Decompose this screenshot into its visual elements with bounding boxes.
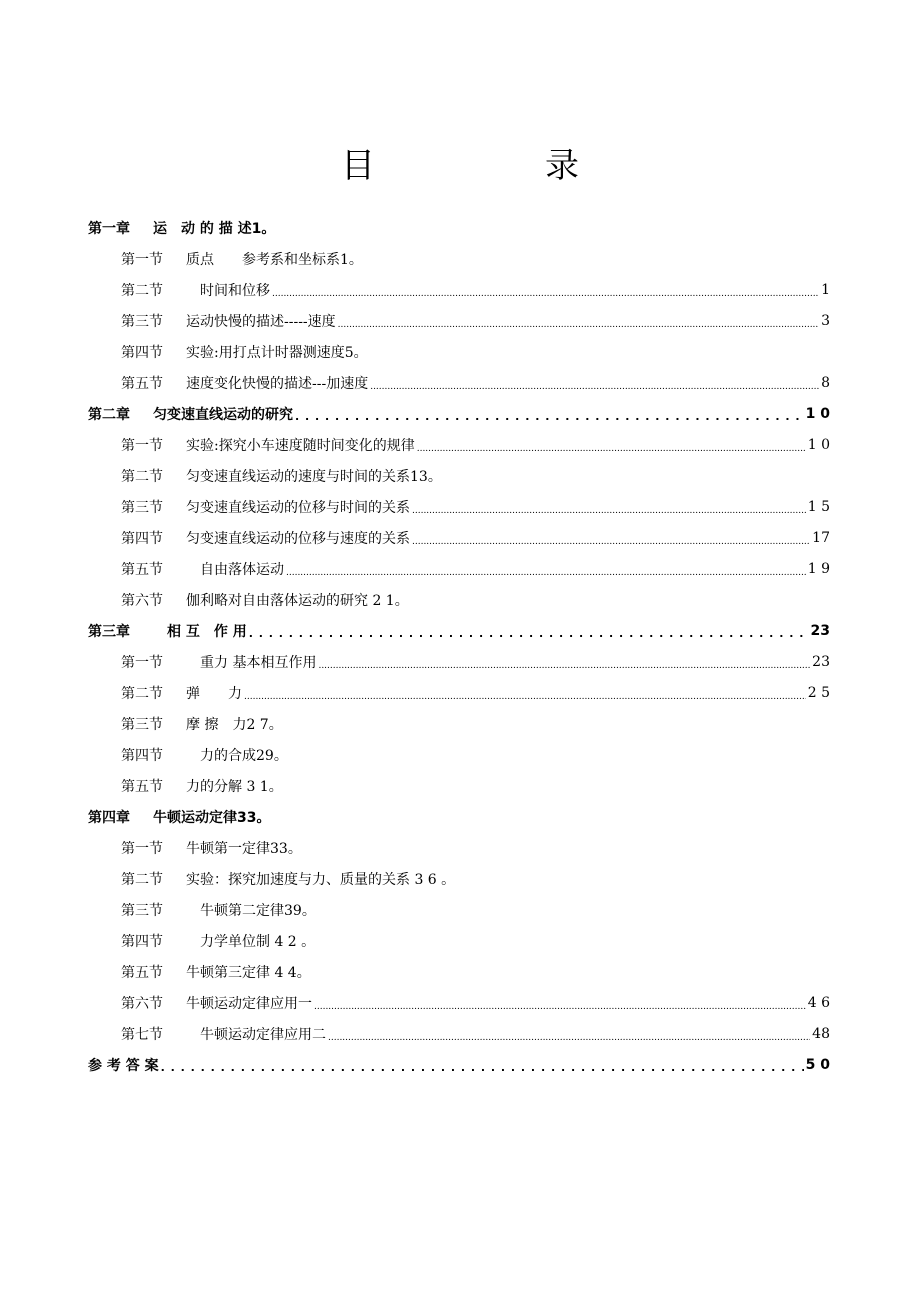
toc-chapter-entry[interactable] — [88, 212, 830, 243]
page-number: 8 — [821, 374, 830, 391]
dot-leader — [417, 438, 806, 452]
toc-section-entry[interactable] — [88, 677, 830, 708]
dot-leader — [249, 624, 809, 638]
entry-title: 摩 擦 力2 7。 — [186, 716, 283, 733]
dot-leader — [412, 500, 806, 514]
entry-title: 牛顿第二定律39。 — [186, 902, 316, 919]
entry-label: 第三章 — [88, 623, 130, 640]
entry-label: 第五节 — [121, 561, 163, 578]
page-number: 17 — [812, 529, 830, 546]
entry-title: 重力 基本相互作用 — [186, 654, 317, 671]
toc-section-entry[interactable] — [88, 460, 830, 491]
page-title: 目录 — [341, 146, 749, 186]
entry-label: 第三节 — [121, 716, 163, 733]
entry-label: 第一节 — [121, 654, 163, 671]
toc-chapter-entry[interactable] — [88, 801, 830, 832]
entry-title: 牛顿运动定律应用一 — [186, 995, 312, 1012]
entry-label: 第七节 — [121, 1026, 163, 1043]
toc-section-entry[interactable] — [88, 956, 830, 987]
page-number: 48 — [812, 1025, 830, 1042]
toc-section-entry[interactable] — [88, 646, 830, 677]
page-number: 2 5 — [807, 684, 830, 701]
entry-title: 实验：探究加速度与力、质量的关系 3 6 。 — [186, 871, 456, 888]
page-number: 1 — [821, 281, 830, 298]
page-number: 1 5 — [807, 498, 830, 515]
page-number: 23 — [810, 622, 830, 639]
entry-label: 第五节 — [121, 778, 163, 795]
dot-leader — [412, 531, 810, 545]
entry-title: 自由落体运动 — [186, 561, 284, 578]
dot-leader — [338, 314, 819, 328]
toc-section-entry[interactable] — [88, 832, 830, 863]
entry-title: 牛顿第三定律 4 4。 — [186, 964, 311, 981]
entry-label: 第三节 — [121, 902, 163, 919]
toc-section-entry[interactable] — [88, 553, 830, 584]
dot-leader — [161, 1058, 804, 1072]
entry-title: 牛顿第一定律33。 — [186, 840, 302, 857]
entry-title: 力的分解 3 1。 — [186, 778, 283, 795]
entry-title: 伽利略对自由落体运动的研究 2 1。 — [186, 592, 409, 609]
entry-label: 第四节 — [121, 933, 163, 950]
entry-title: 匀变速直线运动的速度与时间的关系13。 — [186, 468, 442, 485]
entry-label: 参 考 答 案 — [88, 1057, 159, 1074]
entry-title: 力学单位制 4 2 。 — [186, 933, 316, 950]
page-number: 1 0 — [807, 436, 830, 453]
entry-title: 匀变速直线运动的研究 — [153, 406, 293, 423]
toc-section-entry[interactable] — [88, 243, 830, 274]
dot-leader — [328, 1027, 810, 1041]
page-number: 4 6 — [807, 994, 830, 1011]
entry-label: 第六节 — [121, 995, 163, 1012]
toc-section-entry[interactable] — [88, 305, 830, 336]
table-of-contents — [88, 212, 830, 1080]
entry-title: 质点 参考系和坐标系1。 — [186, 251, 363, 268]
entry-title: 匀变速直线运动的位移与速度的关系 — [186, 530, 410, 547]
entry-label: 第四节 — [121, 344, 163, 361]
toc-section-entry[interactable] — [88, 522, 830, 553]
entry-title: 时间和位移 — [186, 282, 270, 299]
entry-label: 第六节 — [121, 592, 163, 609]
dot-leader — [370, 376, 819, 390]
page-number: 1 0 — [805, 405, 830, 422]
entry-label: 第二章 — [88, 406, 130, 423]
entry-title: 运 动 的 描 述1。 — [153, 220, 276, 237]
page-number: 3 — [821, 312, 830, 329]
dot-leader — [286, 562, 806, 576]
entry-label: 第二节 — [121, 685, 163, 702]
entry-label: 第四节 — [121, 530, 163, 547]
entry-label: 第三节 — [121, 499, 163, 516]
entry-label: 第五节 — [121, 375, 163, 392]
entry-title: 牛顿运动定律应用二 — [186, 1026, 326, 1043]
toc-section-entry[interactable] — [88, 863, 830, 894]
dot-leader — [244, 686, 806, 700]
entry-title: 运动快慢的描述-----速度 — [186, 313, 336, 330]
entry-title: 匀变速直线运动的位移与时间的关系 — [186, 499, 410, 516]
entry-label: 第二节 — [121, 871, 163, 888]
toc-section-entry[interactable] — [88, 491, 830, 522]
entry-title: 牛顿运动定律33。 — [153, 809, 271, 826]
toc-section-entry[interactable] — [88, 925, 830, 956]
page-number: 5 0 — [805, 1056, 830, 1073]
entry-label: 第五节 — [121, 964, 163, 981]
toc-section-entry[interactable] — [88, 770, 830, 801]
entry-label: 第四章 — [88, 809, 130, 826]
dot-leader — [295, 407, 804, 421]
toc-section-entry[interactable] — [88, 584, 830, 615]
toc-section-entry[interactable] — [88, 429, 830, 460]
toc-section-entry[interactable] — [88, 367, 830, 398]
toc-chapter-entry[interactable] — [88, 1049, 830, 1080]
entry-title: 速度变化快慢的描述---加速度 — [186, 375, 369, 392]
entry-title: 实验:用打点计时器测速度5。 — [186, 344, 368, 361]
toc-section-entry[interactable] — [88, 894, 830, 925]
toc-section-entry[interactable] — [88, 336, 830, 367]
entry-label: 第一章 — [88, 220, 130, 237]
dot-leader — [272, 283, 819, 297]
entry-label: 第一节 — [121, 251, 163, 268]
toc-section-entry[interactable] — [88, 1018, 830, 1049]
toc-chapter-entry[interactable] — [88, 398, 830, 429]
toc-section-entry[interactable] — [88, 987, 830, 1018]
entry-title: 力的合成29。 — [186, 747, 288, 764]
dot-leader — [314, 996, 806, 1010]
entry-label: 第二节 — [121, 282, 163, 299]
toc-section-entry[interactable] — [88, 739, 830, 770]
entry-label: 第四节 — [121, 747, 163, 764]
entry-title: 实验:探究小车速度随时间变化的规律 — [186, 437, 415, 454]
entry-title: 相 互 作 用 — [153, 623, 247, 640]
dot-leader — [318, 655, 810, 669]
toc-section-entry[interactable] — [88, 708, 830, 739]
toc-chapter-entry[interactable] — [88, 615, 830, 646]
page-number: 1 9 — [807, 560, 830, 577]
toc-section-entry[interactable] — [88, 274, 830, 305]
entry-title: 弹 力 — [186, 685, 242, 702]
page-number: 23 — [812, 653, 830, 670]
entry-label: 第三节 — [121, 313, 163, 330]
entry-label: 第一节 — [121, 437, 163, 454]
entry-label: 第二节 — [121, 468, 163, 485]
entry-label: 第一节 — [121, 840, 163, 857]
